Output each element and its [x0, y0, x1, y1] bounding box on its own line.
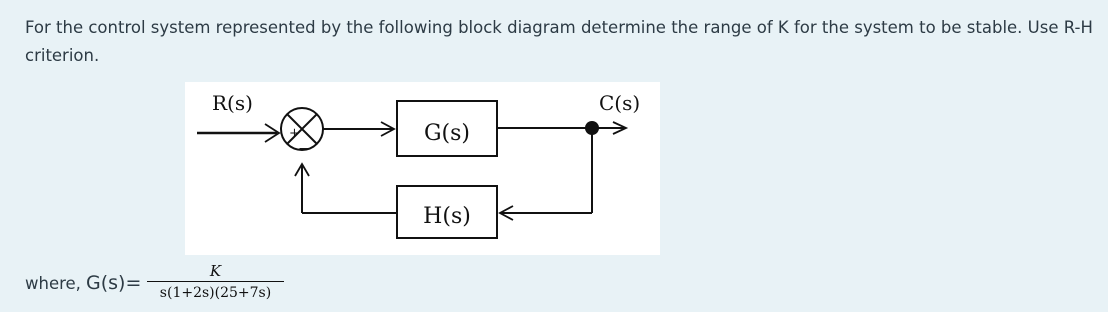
- transfer-function-formula: [25, 262, 425, 308]
- formula-fraction: [147, 262, 284, 303]
- feedback-block-label: H(s): [423, 204, 471, 229]
- question-text: For the control system represented by the following block diagram determine the range of K for the system to be stable. Use R-H criterion.: [25, 18, 1093, 65]
- formula-prefix: where,: [25, 274, 81, 293]
- forward-block-label: G(s): [423, 121, 471, 146]
- plus-sign: +: [289, 126, 300, 141]
- block-diagram: [185, 82, 660, 255]
- output-label: C(s): [599, 91, 641, 115]
- formula-lhs-group: [86, 272, 141, 294]
- formula-denominator: s(1+2s)(25+7s): [159, 285, 272, 301]
- formula-lhs: G(s): [86, 272, 126, 294]
- fraction-bar: [147, 281, 284, 282]
- input-label: R(s): [212, 91, 253, 115]
- block-diagram-svg: [185, 82, 660, 255]
- formula-equals: =: [125, 272, 142, 294]
- formula-numerator: K: [209, 262, 222, 280]
- minus-sign: −: [298, 141, 310, 157]
